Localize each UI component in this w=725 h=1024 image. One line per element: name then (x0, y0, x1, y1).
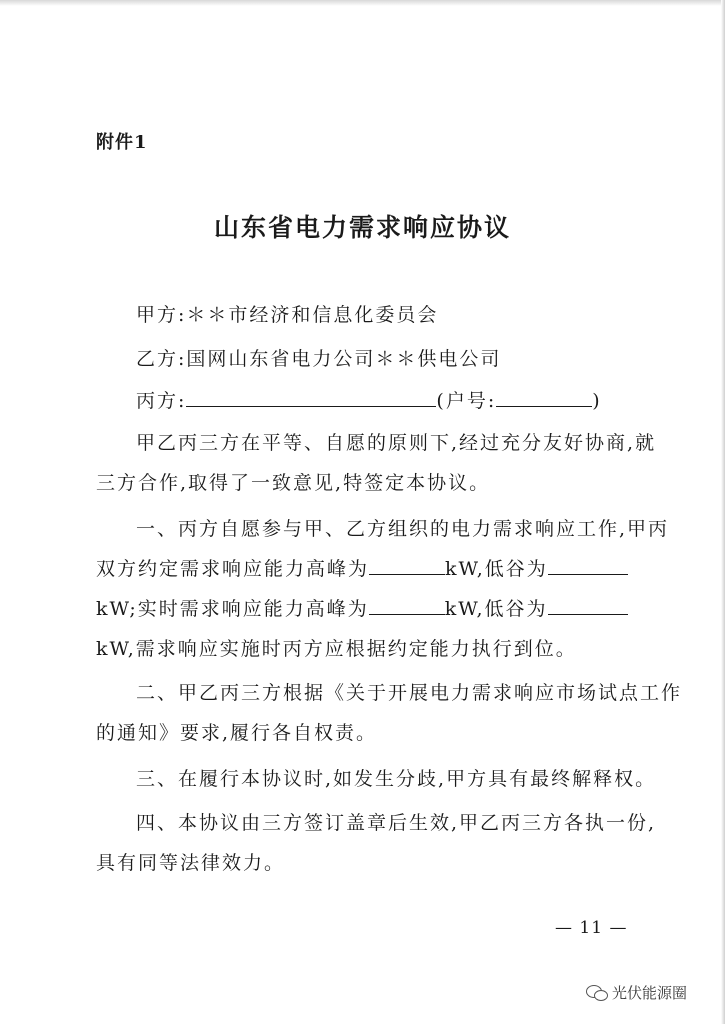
clause-1-line-2 (96, 554, 725, 581)
clause-3-line-1: 三、在履行本协议时,如发生分歧,甲方具有最终解释权。 (136, 768, 657, 790)
party-c-account-blank (496, 388, 592, 407)
realtime-peak-blank (369, 596, 445, 615)
party-c-account-close: ) (592, 390, 602, 412)
wechat-watermark (586, 982, 687, 1003)
clause-1-line-1: 一、丙方自愿参与甲、乙方组织的电力需求响应工作,甲丙 (136, 518, 670, 540)
clause-4-line-2: 具有同等法律效力。 (96, 852, 286, 874)
realtime-valley-blank (548, 596, 628, 615)
intro-line-1: 甲乙丙三方在平等、自愿的原则下,经过充分友好协商,就 (136, 432, 657, 454)
party-c-label: 丙方: (136, 390, 187, 412)
clause-4-line-1: 四、本协议由三方签订盖章后生效,甲乙丙三方各执一份, (136, 812, 657, 834)
document-title: 山东省电力需求响应协议 (213, 213, 511, 242)
party-b-line: 乙方:国网山东省电力公司＊＊供电公司 (136, 348, 502, 370)
page-number: — 11 — (555, 918, 628, 938)
clause-1-realtime-valley-label: kW,低谷为 (444, 598, 548, 620)
clause-1-line-3 (96, 594, 725, 621)
page-edge-shadow (0, 0, 725, 6)
party-c-name-blank (186, 388, 436, 407)
attachment-label: 附件1 (96, 132, 148, 153)
clause-1-valley-label: kW,低谷为 (445, 558, 548, 580)
peak-capacity-blank (369, 556, 445, 575)
party-c-account-open: (户号: (436, 390, 497, 412)
clause-2-line-2: 的通知》要求,履行各自权责。 (96, 722, 378, 744)
party-c-line (136, 386, 725, 413)
valley-capacity-blank (548, 556, 628, 575)
clause-1-peak-label: 双方约定需求响应能力高峰为 (96, 558, 370, 580)
intro-line-2: 三方合作,取得了一致意见,特签定本协议。 (96, 472, 491, 494)
clause-1-realtime-peak-label: kW;实时需求响应能力高峰为 (96, 598, 369, 620)
clause-2-line-1: 二、甲乙丙三方根据《关于开展电力需求响应市场试点工作 (136, 682, 683, 704)
party-a-line: 甲方:＊＊市经济和信息化委员会 (136, 304, 439, 326)
watermark-text: 光伏能源圈 (612, 984, 688, 1002)
wechat-icon (586, 984, 608, 1002)
clause-1-line-4: kW,需求响应实施时丙方应根据约定能力执行到位。 (96, 638, 577, 660)
